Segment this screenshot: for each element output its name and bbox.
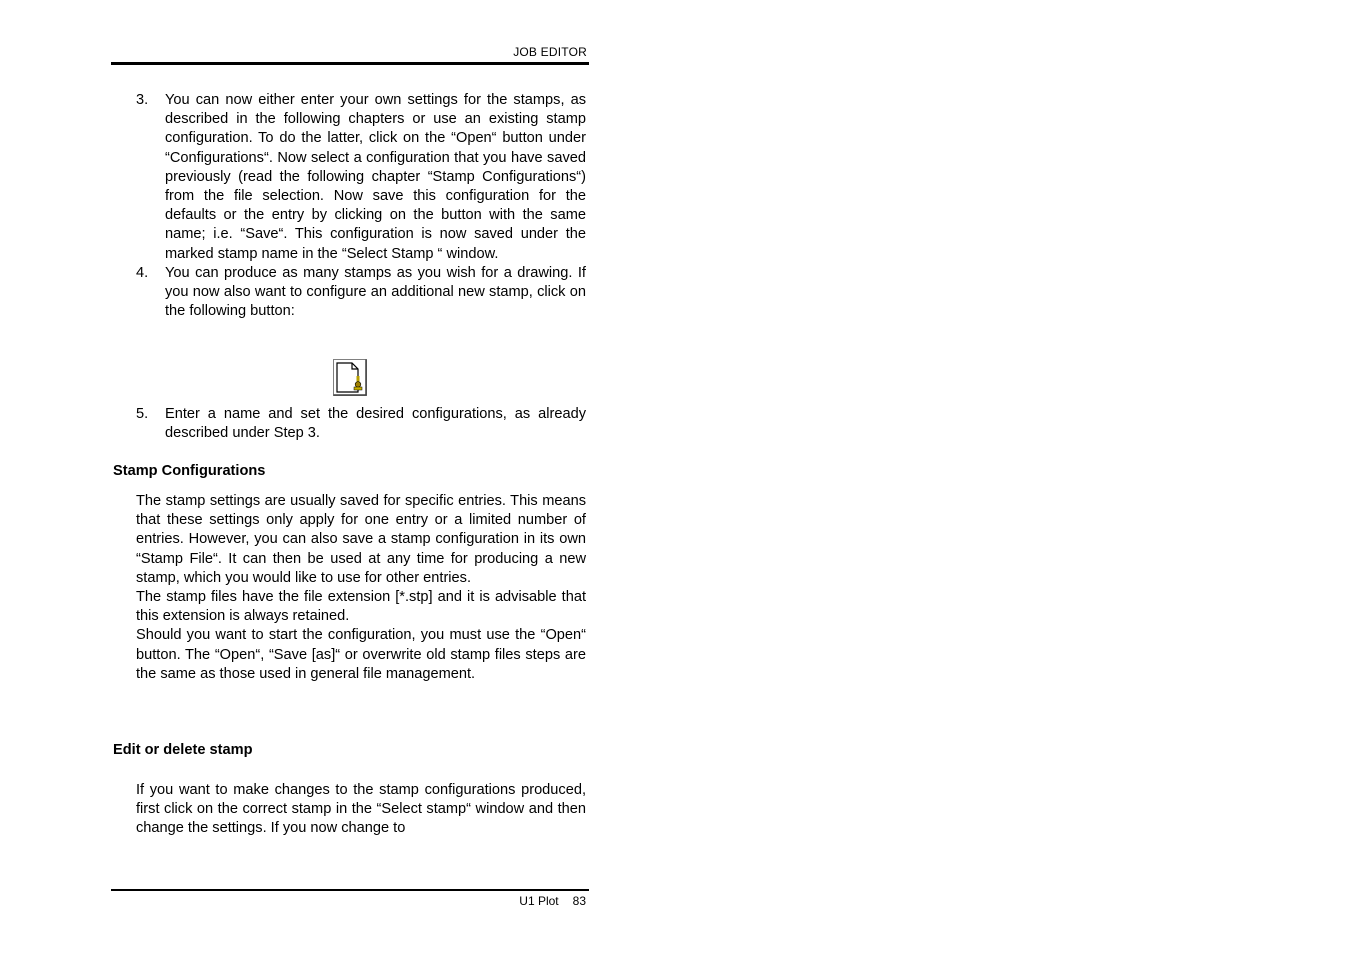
step-number: 5.: [136, 406, 149, 422]
manual-page: [111, 0, 589, 954]
paragraph: If you want to make changes to the stamp configurations produced, first click on the correct stamp in the “Select stamp“ window and then change the settings. If you now change to: [136, 782, 586, 837]
step-text: You can now either enter your own settings for the stamps, as described in the following chapters or use an existing stamp configuration. To do the latter, click on the “Open“ button under “Configurations“. Now select a configuration that you have saved previously (read the following chapter “Stamp Configurations“) from the file selection. Now save this configuration for the defaults or the entry by clicking on the button with the same name; i.e. “Save“. This configuration is now saved under the marked stamp name in the “Select Stamp “ window.: [165, 92, 586, 262]
running-header: JOB EDITOR: [513, 45, 587, 59]
header-rule: [111, 62, 589, 65]
new-stamp-icon: [333, 359, 367, 396]
page-number: 83: [572, 894, 586, 908]
step-number: 3.: [136, 92, 149, 108]
footer-rule: [111, 889, 589, 891]
paragraph: The stamp settings are usually saved for specific entries. This means that these settings only apply for one entry or a limited number of entries. However, you can also save a stamp configuration in its own “Stamp File“. It can then be used at any time for producing a new stamp, which you would like to use for other entries.: [136, 493, 586, 586]
step-text: You can produce as many stamps as you wish for a drawing. If you now also want to configure an additional new stamp, click on the following button:: [165, 264, 586, 320]
stamp-configurations-body: [136, 492, 586, 684]
page-footer: [519, 894, 586, 908]
steps-list-continued: [136, 405, 586, 443]
step-number: 4.: [136, 264, 149, 281]
section-heading-edit-delete: Edit or delete stamp: [113, 742, 253, 758]
paragraph: Should you want to start the configuration, you must use the “Open“ button. The “Open“, “Save [as]“ or overwrite old stamp files steps are the same as those used in general file management.: [136, 627, 586, 682]
list-item-step-4: [136, 264, 586, 322]
step-text: Enter a name and set the desired configurations, as already described under Step 3.: [165, 406, 586, 442]
footer-product: U1 Plot: [519, 894, 559, 908]
list-item-step-3: [136, 91, 586, 264]
edit-delete-body: [136, 781, 586, 839]
list-item-step-5: [136, 405, 586, 443]
paragraph: The stamp files have the file extension [*.stp] and it is advisable that this extension is always retained.: [136, 589, 586, 625]
section-heading-stamp-configurations: Stamp Configurations: [113, 463, 266, 479]
steps-list: [136, 91, 586, 321]
